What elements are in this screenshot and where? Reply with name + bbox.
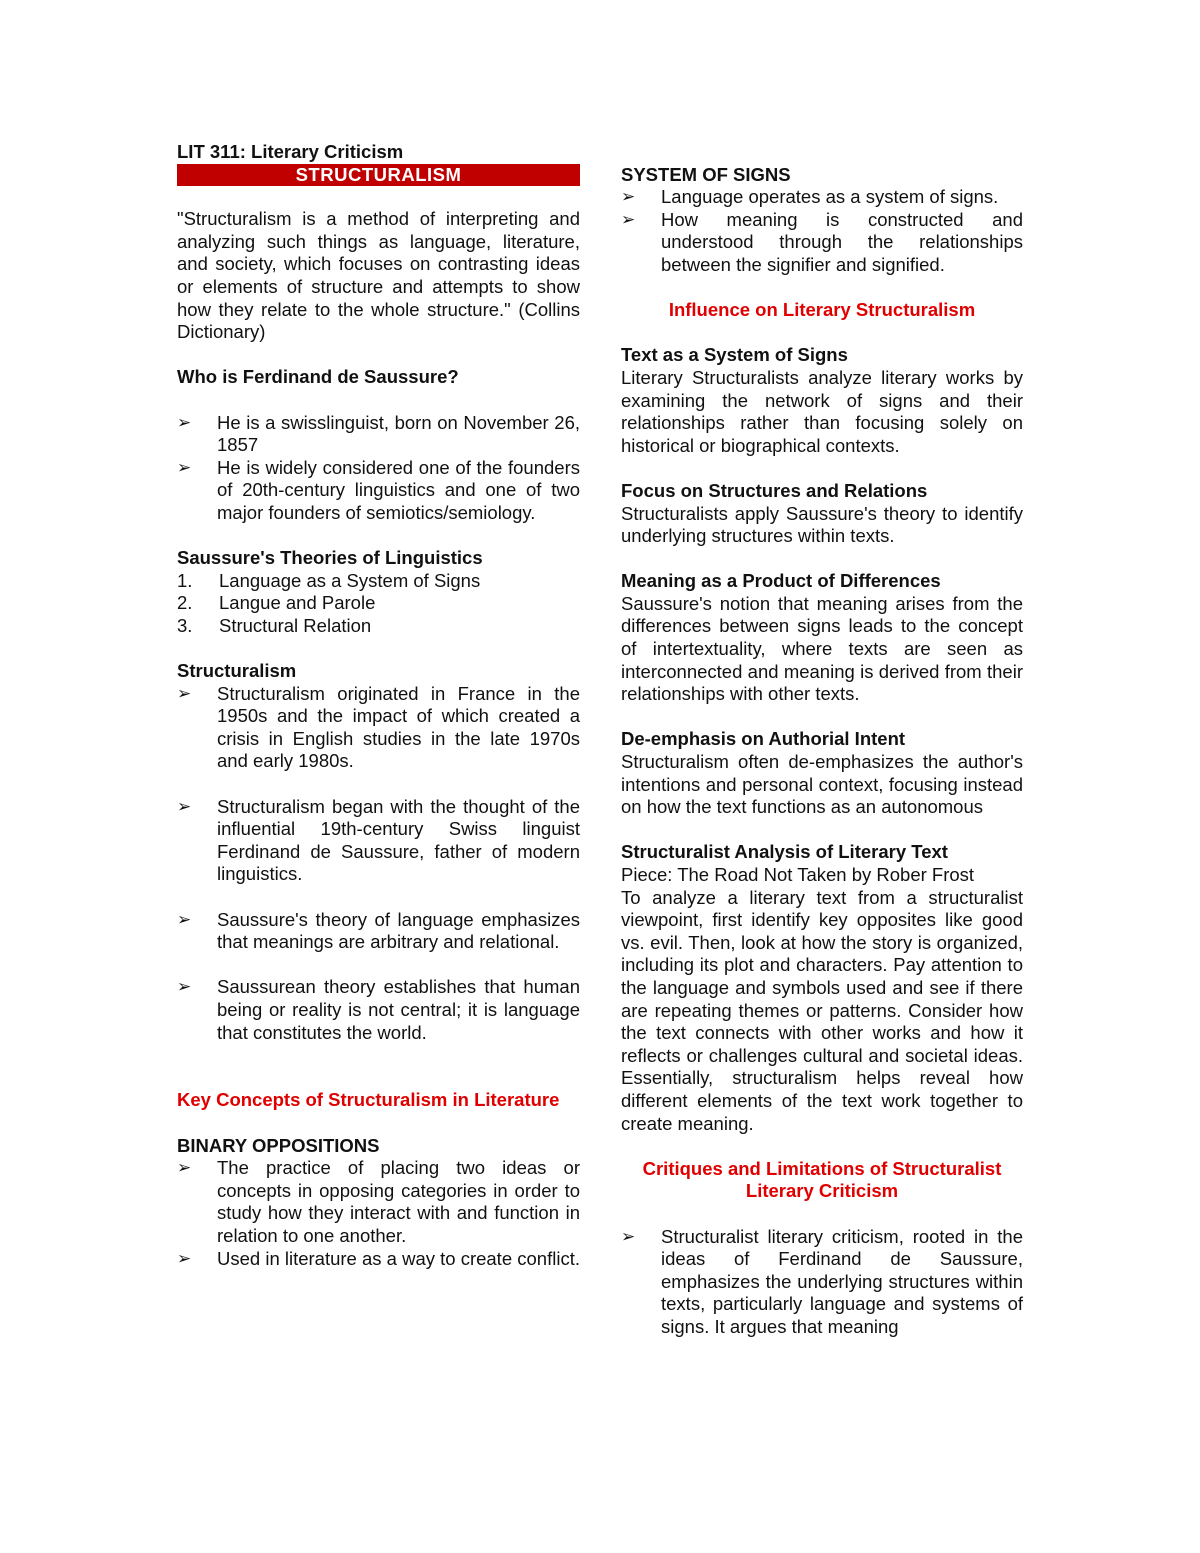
spacer (177, 886, 580, 909)
section-title: Text as a System of Signs (621, 344, 848, 366)
arrow-bullet-icon: ➢ (177, 977, 192, 997)
list-item-text: Structural Relation (219, 614, 372, 636)
spacer (621, 819, 1023, 842)
section-title: De-emphasis on Authorial Intent (621, 728, 906, 750)
analysis-body: To analyze a literary text from a structuralist viewpoint, first identify key opposites like good vs. evil. Then, look at how the story is organized, including its plot and characters. Pay attention to the language and symbols used and see if there are repeating themes or patterns. Consider how the text connects with other works and how it reflects or challenges cultural and societal ideas. Essentially, structuralism helps reveal how different elements of the text work together to create meaning. (621, 886, 1023, 1134)
list-item (177, 909, 580, 954)
spacer (177, 954, 580, 977)
spacer (177, 1044, 580, 1067)
list-item-text: He is widely considered one of the founders of 20th-century linguistics and one of two major founders of semiotics/semiology. (217, 456, 580, 523)
list-item (177, 796, 580, 886)
list-number: 2. (177, 592, 193, 614)
analysis-heading: Structuralist Analysis of Literary Text (621, 841, 948, 863)
list-item (177, 570, 580, 593)
section-title: Focus on Structures and Relations (621, 479, 928, 501)
binary-list (177, 1157, 580, 1270)
list-item (177, 457, 580, 525)
arrow-bullet-icon: ➢ (177, 683, 192, 703)
list-item (177, 683, 580, 773)
list-item-text: How meaning is constructed and understood through the relationships between the signifier and signified. (661, 208, 1023, 275)
critiques-heading-line1: Critiques and Limitations of Structuralist (642, 1157, 1002, 1179)
list-item (177, 592, 580, 615)
spacer (621, 141, 1023, 164)
list-item (621, 1226, 1023, 1339)
list-number: 1. (177, 569, 193, 591)
spacer (177, 344, 580, 367)
list-item-text: He is a swisslinguist, born on November 26, 1857 (217, 411, 580, 456)
theories-heading: Saussure's Theories of Linguistics (177, 547, 483, 569)
arrow-bullet-icon: ➢ (177, 796, 192, 816)
definition-quote: "Structuralism is a method of interpreting and analyzing such things as language, literature, and society, which focuses on contrasting ideas or elements of structure and attempts to show how they relate to the whole structure." (Collins Dictionary) (177, 208, 580, 343)
arrow-bullet-icon: ➢ (177, 909, 192, 929)
list-item-text: Used in literature as a way to create conflict. (217, 1247, 580, 1269)
binary-heading: BINARY OPPOSITIONS (177, 1134, 380, 1156)
key-concepts-heading: Key Concepts of Structuralism in Literature (177, 1089, 560, 1111)
list-item-text: Saussurean theory establishes that human being or reality is not central; it is language that constitutes the world. (217, 976, 580, 1043)
structuralism-heading: Structuralism (177, 660, 297, 682)
spacer (621, 1203, 1023, 1226)
structuralism-list (177, 683, 580, 773)
analysis-piece: Piece: The Road Not Taken by Rober Frost (621, 864, 975, 885)
list-item (177, 1157, 580, 1247)
list-item-text: The practice of placing two ideas or concepts in opposing categories in order to study how they interact with and function in relation to one another. (217, 1157, 580, 1246)
list-item (621, 209, 1023, 277)
spacer (621, 457, 1023, 480)
signs-list (621, 186, 1023, 276)
spacer (621, 277, 1023, 300)
list-item-text: Saussure's theory of language emphasizes that meanings are arbitrary and relational. (217, 908, 580, 953)
spacer (177, 773, 580, 796)
spacer (177, 1067, 580, 1090)
arrow-bullet-icon: ➢ (177, 412, 192, 432)
list-item-text: Langue and Parole (219, 592, 376, 614)
arrow-bullet-icon: ➢ (177, 1248, 192, 1268)
signs-heading: SYSTEM OF SIGNS (621, 163, 791, 185)
saussure-heading: Who is Ferdinand de Saussure? (177, 366, 459, 388)
left-column (177, 141, 580, 1270)
spacer (177, 525, 580, 548)
influence-heading: Influence on Literary Structuralism (668, 299, 976, 321)
section-body: Saussure's notion that meaning arises from the differences between signs leads to the concept of intertextuality, where texts are seen as interconnected and meaning is derived from their relationships with other texts. (621, 592, 1023, 705)
spacer (621, 322, 1023, 345)
structuralism-list-4 (177, 976, 580, 1044)
list-item-text: Structuralism originated in France in the 1950s and the impact of which created a crisis in English studies in the late 1970s and early 1980s. (217, 682, 580, 772)
arrow-bullet-icon: ➢ (621, 1226, 636, 1246)
arrow-bullet-icon: ➢ (177, 457, 192, 477)
course-title: LIT 311: Literary Criticism (177, 141, 404, 162)
spacer (177, 389, 580, 412)
spacer (621, 548, 1023, 571)
list-item-text: Structuralist literary criticism, rooted in the ideas of Ferdinand de Saussure, emphasizes the underlying structures within texts, particularly language and systems of signs. It argues that meaning (661, 1225, 1023, 1337)
list-item (177, 976, 580, 1044)
list-item (621, 186, 1023, 209)
arrow-bullet-icon: ➢ (621, 187, 636, 207)
structuralism-list-3 (177, 909, 580, 954)
critiques-heading-line2: Literary Criticism (745, 1180, 899, 1202)
spacer (177, 637, 580, 660)
section-body: Literary Structuralists analyze literary works by examining the network of signs and their relationships rather than focusing solely on historical or biographical contexts. (621, 366, 1023, 456)
right-column (621, 141, 1023, 1338)
list-item (177, 615, 580, 638)
list-item-text: Language as a System of Signs (219, 569, 481, 591)
list-number: 3. (177, 614, 193, 636)
arrow-bullet-icon: ➢ (621, 209, 636, 229)
section-body: Structuralism often de-emphasizes the author's intentions and personal context, focusing instead on how the text functions as an autonomous (621, 751, 1023, 818)
structuralism-list-2 (177, 796, 580, 886)
arrow-bullet-icon: ➢ (177, 1158, 192, 1178)
spacer (621, 706, 1023, 729)
critiques-list (621, 1226, 1023, 1339)
title-banner: STRUCTURALISM (177, 164, 580, 186)
section-body: Structuralists apply Saussure's theory to identify underlying structures within texts. (621, 502, 1023, 547)
spacer (177, 186, 580, 209)
list-item (177, 412, 580, 457)
list-item-text: Structuralism began with the thought of the influential 19th-century Swiss linguist Ferdinand de Saussure, father of modern linguistics. (217, 795, 580, 885)
spacer (621, 1135, 1023, 1158)
list-item (177, 1248, 580, 1271)
spacer (177, 1112, 580, 1135)
saussure-list (177, 412, 580, 525)
section-title: Meaning as a Product of Differences (621, 570, 941, 592)
theories-list (177, 570, 580, 638)
list-item-text: Language operates as a system of signs. (661, 186, 999, 208)
